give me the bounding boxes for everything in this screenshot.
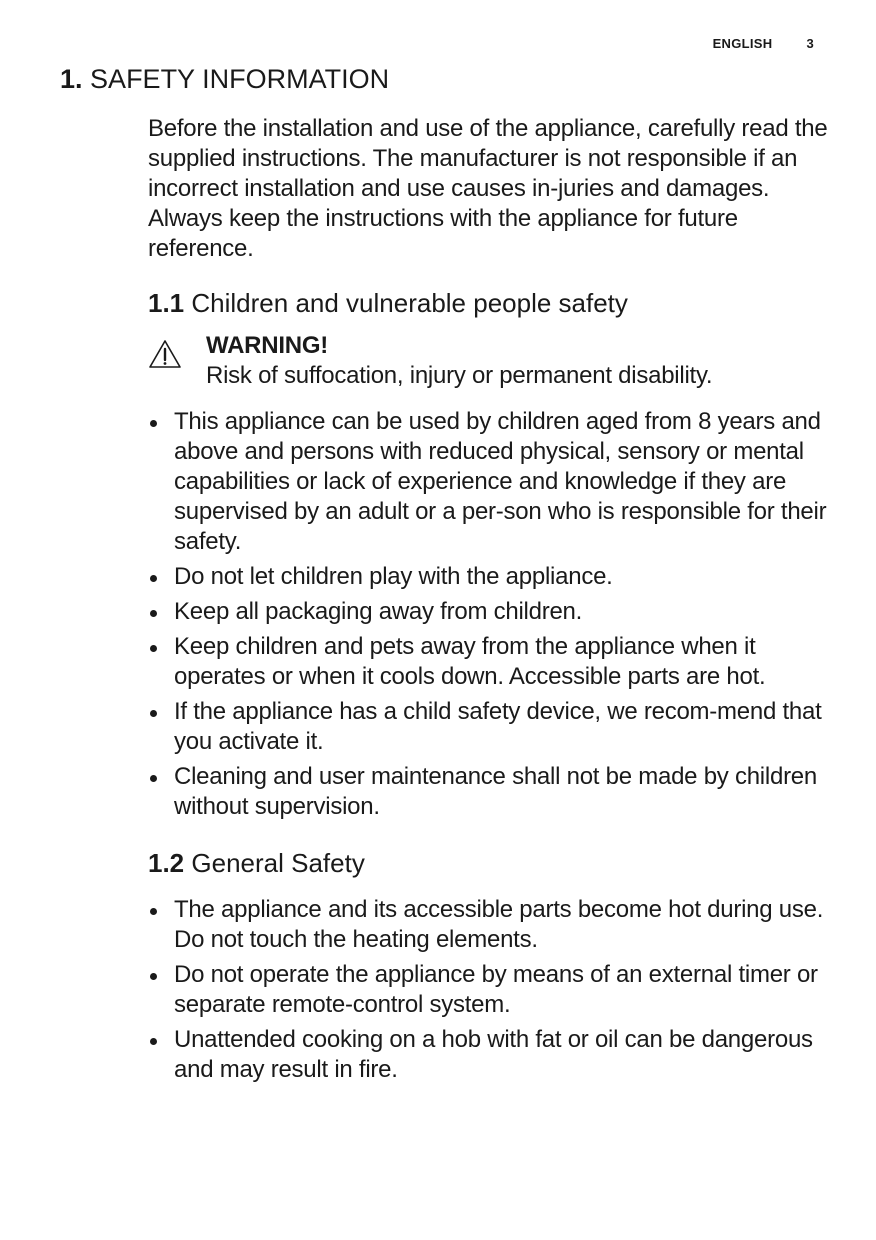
warning-triangle-icon <box>148 339 182 369</box>
intro-paragraph: Before the installation and use of the appliance, carefully read the supplied instructions. The manufacturer is not responsible if an incorrect installation and use causes in-juries and damages. Always keep the instructions with the appliance for future reference. <box>148 115 828 262</box>
list-item: Do not let children play with the appliance. <box>148 562 828 592</box>
section-number: 1. <box>60 64 83 94</box>
subsection-number: 1.1 <box>148 288 185 318</box>
section-heading <box>60 64 389 95</box>
page-number: 3 <box>806 36 814 51</box>
general-safety-list <box>148 895 828 1085</box>
list-item: If the appliance has a child safety device, we recom-mend that you activate it. <box>148 697 828 757</box>
subsection-heading-general <box>148 848 828 879</box>
subsection-heading-children <box>148 288 828 319</box>
page-header <box>713 36 814 51</box>
list-item: Do not operate the appliance by means of an external timer or separate remote-control system. <box>148 960 828 1020</box>
subsection-number: 1.2 <box>148 848 185 878</box>
list-item: Keep all packaging away from children. <box>148 597 828 627</box>
subsection-title: General Safety <box>191 848 365 878</box>
section-content <box>148 114 828 1090</box>
warning-title: WARNING! <box>206 332 328 359</box>
warning-text: Risk of suffocation, injury or permanent disability. <box>206 362 713 389</box>
list-item: Cleaning and user maintenance shall not be made by children without supervision. <box>148 762 828 822</box>
list-item: This appliance can be used by children aged from 8 years and above and persons with reduced physical, sensory or mental capabilities or lack of experience and knowledge if they are supervised by an adult or a per-son who is responsible for their safety. <box>148 407 828 557</box>
list-item: Unattended cooking on a hob with fat or oil can be dangerous and may result in fire. <box>148 1025 828 1085</box>
warning-box <box>148 331 828 391</box>
list-item: The appliance and its accessible parts become hot during use. Do not touch the heating elements. <box>148 895 828 955</box>
subsection-title: Children and vulnerable people safety <box>191 288 628 318</box>
language-label: ENGLISH <box>712 36 773 51</box>
list-item: Keep children and pets away from the appliance when it operates or when it cools down. Accessible parts are hot. <box>148 632 828 692</box>
children-safety-list <box>148 407 828 822</box>
section-title: SAFETY INFORMATION <box>90 64 390 94</box>
